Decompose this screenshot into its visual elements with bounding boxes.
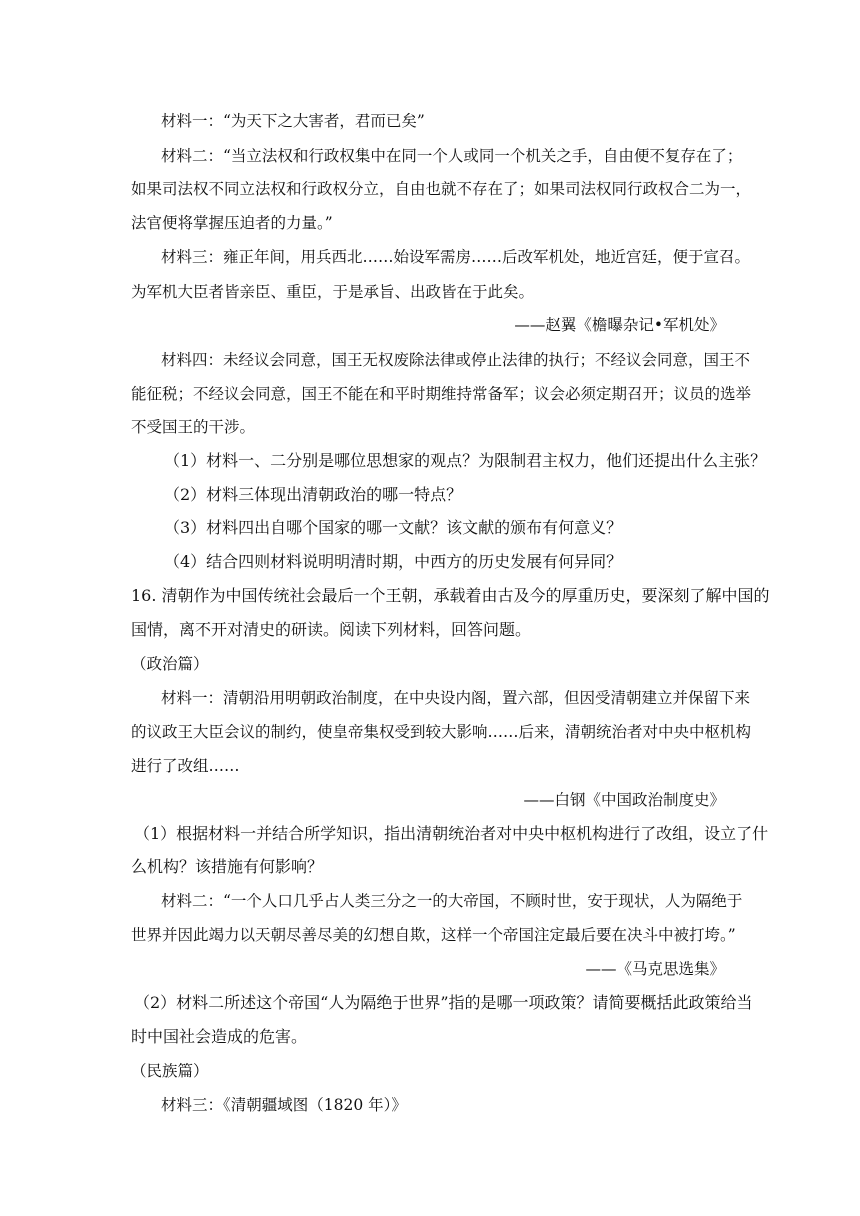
problem-16-line-2: 国情，离不开对清史的研读。阅读下列材料，回答问题。 [131,620,532,639]
material-3-line-1: 材料三：雍正年间，用兵西北……始设军需房……后改军机处，地近宫廷，便于宣召。 [161,248,751,266]
b-material-2-line-2: 世界并因此竭力以天朝尽善尽美的幻想自欺，这样一个帝国注定最后要在决斗中被打垮。” [131,926,736,944]
material-2-line-1: 材料二：“当立法权和行政权集中在同一个人或同一个机关之手，自由便不复存在了； [161,147,743,165]
b-material-2-line-1: 材料二：“一个人口几乎占人类三分之一的大帝国，不顾时世，安于现状，人为隔绝于 [161,892,743,910]
material-4-line-3: 不受国王的干涉。 [131,418,256,436]
section-politics: （政治篇） [131,655,209,673]
b-material-1-source: ——白钢《中国政治制度史》 [523,791,725,809]
question-2: （2）材料三体现出清朝政治的哪一特点？ [164,485,463,504]
material-4-line-1: 材料四：未经议会同意，国王无权废除法律或停止法律的执行；不经议会同意，国王不 [161,351,751,369]
material-2-line-2: 如果司法权不同立法权和行政权分立，自由也就不存在了；如果司法权同行政权合二为一， [131,180,752,198]
b-material-2-source: ——《马克思选集》 [585,960,725,978]
b-question-1-line-1: （1）根据材料一并结合所学知识，指出清朝统治者对中央中枢机构进行了改组，设立了什 [134,824,769,843]
b-question-2-line-1: （2）材料二所述这个帝国“人为隔绝于世界”指的是哪一项政策？请简要概括此政策给当 [134,993,753,1012]
material-2-line-3: 法官便将掌握压迫者的力量。” [131,214,333,232]
b-material-1-line-2: 的议政王大臣会议的制约，使皇帝集权受到较大影响……后来，清朝统治者对中央中枢机构 [131,723,752,741]
b-material-1-line-1: 材料一：清朝沿用明朝政治制度，在中央设内阁，置六部，但因受清朝建立并保留下来 [161,689,751,707]
b-material-1-line-3: 进行了改组…… [131,757,240,775]
material-1: 材料一：“为天下之大害者，君而已矣” [161,112,425,130]
question-1: （1）材料一、二分别是哪位思想家的观点？为限制君主权力，他们还提出什么主张？ [164,451,767,470]
b-question-2-line-2: 时中国社会造成的危害。 [131,1027,308,1046]
b-material-3: 材料三：《清朝疆域图（1820 年）》 [161,1096,407,1114]
b-question-1-line-2: 么机构？该措施有何影响？ [131,857,324,876]
material-3-source: ——赵翼《檐曝杂记•军机处》 [514,316,725,334]
question-3: （3）材料四出自哪个国家的哪一文献？该文献的颁布有何意义？ [164,518,623,537]
section-ethnic: （民族篇） [131,1062,209,1080]
material-3-line-2: 为军机大臣者皆亲臣、重臣，于是承旨、出政皆在于此矣。 [131,283,535,301]
problem-16-line-1: 16. 清朝作为中国传统社会最后一个王朝，承载着由古及今的厚重历史，要深刻了解中国的 [131,586,770,605]
question-4: （4）结合四则材料说明明清时期，中西方的历史发展有何异同？ [164,552,623,571]
material-4-line-2: 能征税；不经议会同意，国王不能在和平时期维持常备军；议会必须定期召开；议员的选举 [131,385,752,403]
